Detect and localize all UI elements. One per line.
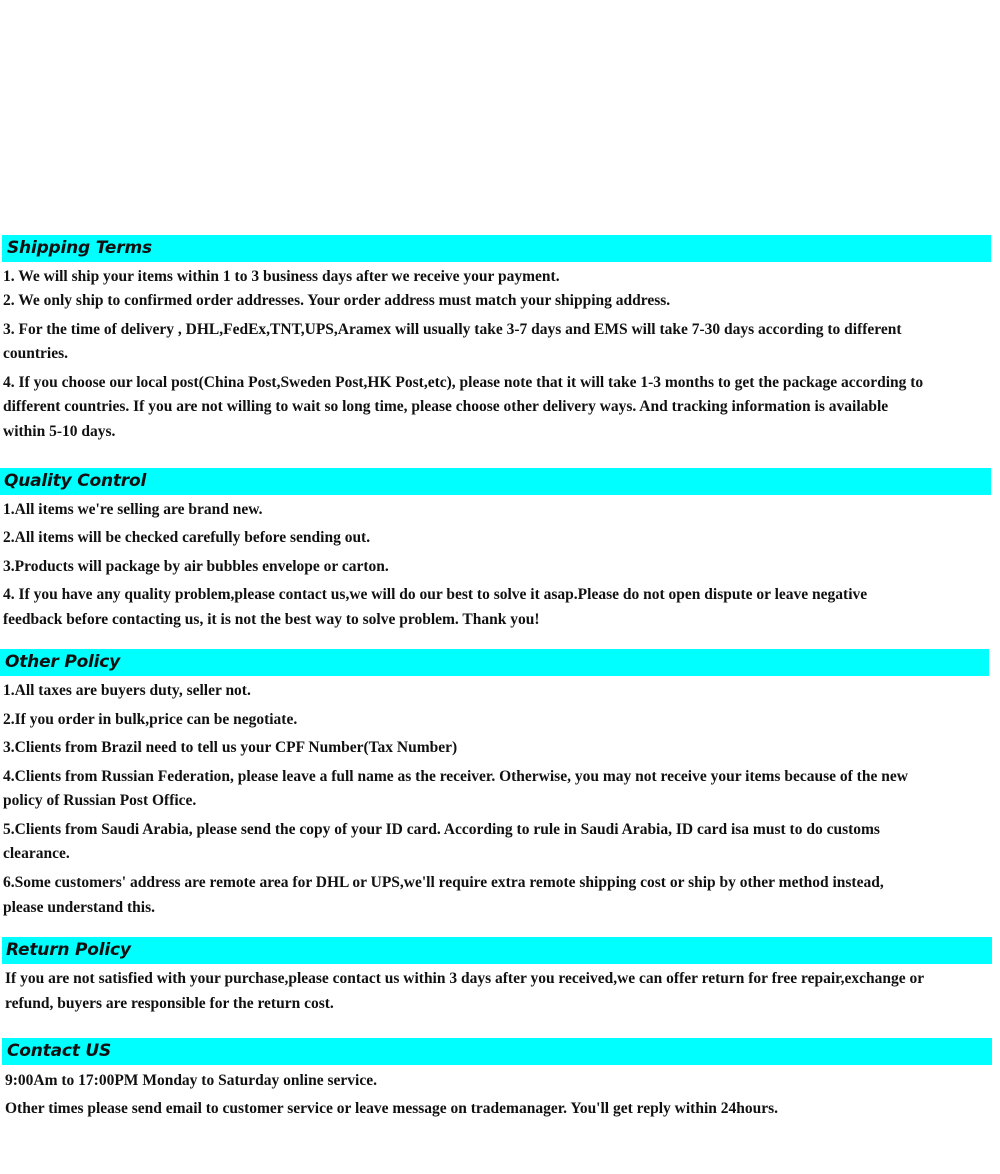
- contact-line-2: Other times please send email to customer service or leave message on trademanager. You'll get reply within 24hours.: [5, 1100, 779, 1117]
- shipping-line-6: different countries. If you are not willing to wait so long time, please choose other delivery ways. And tracking information is available: [3, 398, 889, 415]
- shipping-line-5: 4. If you choose our local post(China Post,Sweden Post,HK Post,etc), please note that it will take 1-3 months to get the package according to: [3, 374, 924, 391]
- shipping-line-4: countries.: [3, 345, 69, 362]
- other-line-4: 4.Clients from Russian Federation, please leave a full name as the receiver. Otherwise, you may not receive your items because of the new: [3, 768, 908, 785]
- quality-line-1: 1.All items we're selling are brand new.: [3, 501, 263, 518]
- shipping-line-2: 2. We only ship to confirmed order addresses. Your order address must match your shipping address.: [3, 292, 671, 309]
- return-policy-heading: Return Policy: [2, 937, 992, 964]
- other-line-2: 2.If you order in bulk,price can be negotiate.: [3, 711, 298, 728]
- shipping-line-1: 1. We will ship your items within 1 to 3 business days after we receive your payment.: [3, 268, 560, 285]
- shipping-line-3: 3. For the time of delivery , DHL,FedEx,TNT,UPS,Aramex will usually take 3-7 days and EMS will take 7-30 days according to different: [3, 321, 902, 338]
- return-line-1: If you are not satisfied with your purchase,please contact us within 3 days after you received,we can offer return for free repair,exchange or: [5, 970, 925, 987]
- contact-line-1: 9:00Am to 17:00PM Monday to Saturday online service.: [5, 1072, 377, 1089]
- quality-line-3: 3.Products will package by air bubbles envelope or carton.: [3, 558, 389, 575]
- shipping-line-7: within 5-10 days.: [3, 423, 116, 440]
- other-line-9: please understand this.: [3, 899, 156, 916]
- other-line-1: 1.All taxes are buyers duty, seller not.: [3, 682, 251, 699]
- other-line-6: 5.Clients from Saudi Arabia, please send the copy of your ID card. According to rule in Saudi Arabia, ID card isa must to do customs: [3, 821, 880, 838]
- other-line-3: 3.Clients from Brazil need to tell us your CPF Number(Tax Number): [3, 739, 458, 756]
- other-line-8: 6.Some customers' address are remote area for DHL or UPS,we'll require extra remote shipping cost or ship by other method instead,: [3, 874, 884, 891]
- other-line-7: clearance.: [3, 845, 70, 862]
- quality-control-heading: Quality Control: [0, 468, 991, 495]
- other-policy-heading: Other Policy: [0, 649, 989, 676]
- quality-line-5: feedback before contacting us, it is not the best way to solve problem. Thank you!: [3, 611, 540, 628]
- return-line-2: refund, buyers are responsible for the return cost.: [5, 995, 334, 1012]
- shipping-terms-heading: Shipping Terms: [2, 235, 991, 262]
- contact-us-heading: Contact US: [2, 1038, 992, 1065]
- quality-line-4: 4. If you have any quality problem,please contact us,we will do our best to solve it asap.Please do not open dispute or leave negative: [3, 586, 868, 603]
- quality-line-2: 2.All items will be checked carefully before sending out.: [3, 529, 371, 546]
- other-line-5: policy of Russian Post Office.: [3, 792, 197, 809]
